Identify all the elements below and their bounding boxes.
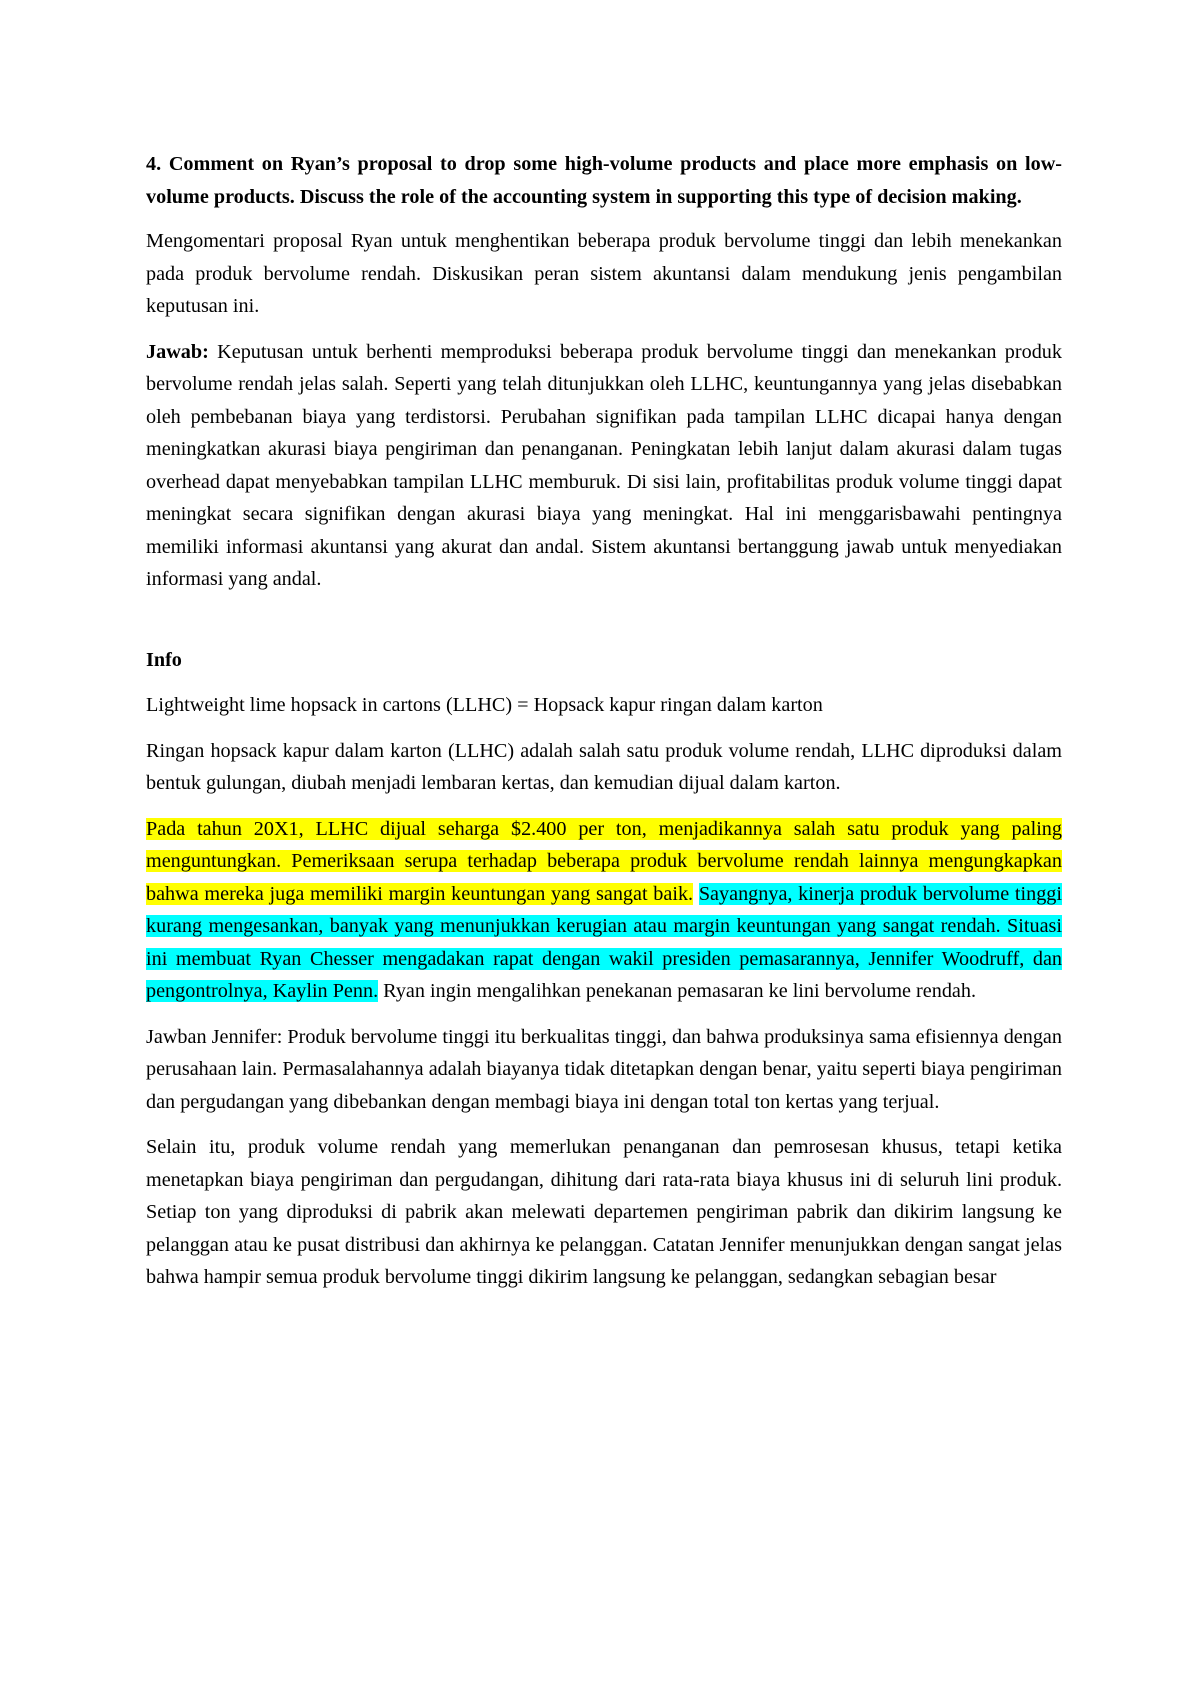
info-paragraph-highlighted <box>146 813 1062 1008</box>
highlight-cyan-text: Sayangnya, kinerja produk bervolume tinggi kurang mengesankan, banyak yang menunjukkan kerugian atau margin keuntungan yang sangat rendah. Situasi ini membuat Ryan Chesser mengadakan rapat dengan wakil presiden pemasarannya, Jennifer Woodruff, dan pengontrolnya, Kaylin Penn. <box>146 882 1062 1002</box>
info-paragraph-shipping: Selain itu, produk volume rendah yang memerlukan penanganan dan pemrosesan khusus, tetapi ketika menetapkan biaya pengiriman dan pergudangan, dihitung dari rata-rata biaya khusus ini di seluruh lini produk. Setiap ton yang diproduksi di pabrik akan melewati departemen pengiriman pabrik dan dikirim langsung ke pelanggan atau ke pusat distribusi dan akhirnya ke pelanggan. Catatan Jennifer menunjukkan dengan sangat jelas bahwa hampir semua produk bervolume tinggi dikirim langsung ke pelanggan, sedangkan sebagian besar <box>146 1136 1062 1288</box>
answer-paragraph <box>146 336 1062 596</box>
document-body <box>146 148 1062 1294</box>
question-translation: Mengomentari proposal Ryan untuk menghentikan beberapa produk bervolume tinggi dan lebih menekankan pada produk bervolume rendah. Diskusikan peran sistem akuntansi dalam mendukung jenis pengambilan keputusan ini. <box>146 230 1062 317</box>
answer-text: Keputusan untuk berhenti memproduksi beberapa produk bervolume tinggi dan menekankan produk bervolume rendah jelas salah. Seperti yang telah ditunjukkan oleh LLHC, keuntungannya yang jelas disebabkan oleh pembebanan biaya yang terdistorsi. Perubahan signifikan pada tampilan LLHC dicapai hanya dengan meningkatkan akurasi biaya pengiriman dan penanganan. Peningkatan lebih lanjut dalam akurasi dalam tugas overhead dapat menyebabkan tampilan LLHC memburuk. Di sisi lain, profitabilitas produk volume tinggi dapat meningkat secara signifikan dengan akurasi biaya yang meningkat. Hal ini menggarisbawahi pentingnya memiliki informasi akuntansi yang akurat dan andal. Sistem akuntansi bertanggung jawab untuk menyediakan informasi yang andal. <box>146 340 1062 590</box>
info-definition: Lightweight lime hopsack in cartons (LLHC) = Hopsack kapur ringan dalam karton <box>146 694 823 716</box>
question-heading: 4. Comment on Ryan’s proposal to drop some high-volume products and place more emphasis on low-volume products. Discuss the role of the accounting system in supporting this type of decision making. <box>146 153 1062 208</box>
info-heading: Info <box>146 648 182 671</box>
info-paragraph-tail: Ryan ingin mengalihkan penekanan pemasaran ke lini bervolume rendah. <box>378 980 977 1002</box>
answer-label: Jawab: <box>146 340 209 363</box>
highlight-yellow-text: Pada tahun 20X1, LLHC dijual seharga $2.400 per ton, menjadikannya salah satu produk yang paling menguntungkan. Pemeriksaan serupa terhadap beberapa produk bervolume rendah lainnya mengungkapkan bahwa mereka juga memiliki margin keuntungan yang sangat baik. <box>146 817 1062 905</box>
info-paragraph-jennifer: Jawban Jennifer: Produk bervolume tinggi itu berkualitas tinggi, dan bahwa produksinya sama efisiennya dengan perusahaan lain. Permasalahannya adalah biayanya tidak ditetapkan dengan benar, yaitu seperti biaya pengiriman dan pergudangan yang dibebankan dengan membagi biaya ini dengan total ton kertas yang terjual. <box>146 1025 1062 1113</box>
info-paragraph-llhc: Ringan hopsack kapur dalam karton (LLHC) adalah salah satu produk volume rendah, LLHC diproduksi dalam bentuk gulungan, diubah menjadi lembaran kertas, dan kemudian dijual dalam karton. <box>146 739 1062 794</box>
